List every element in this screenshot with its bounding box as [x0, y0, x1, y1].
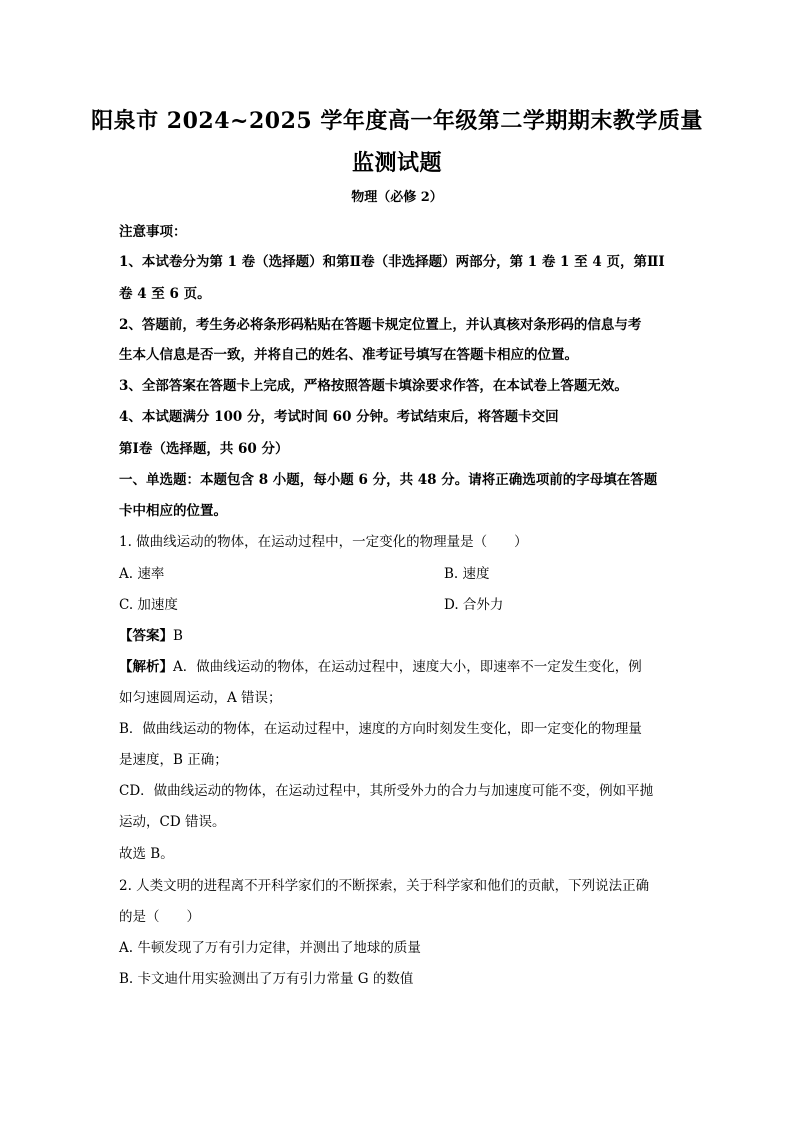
notes-heading: 注意事项： — [119, 224, 187, 240]
exam-subtitle: 物理（必修 2） — [351, 190, 443, 205]
q1-analysis-line-7: 故选 B。 — [119, 846, 174, 862]
notes-line-4: 生本人信息是否一致，并将自己的姓名、准考证号填写在答题卡相应的位置。 — [119, 347, 578, 363]
notes-line-2: 卷 4 至 6 页。 — [119, 286, 211, 302]
q2-option-a: A. 牛顿发现了万有引力定律，并测出了地球的质量 — [119, 940, 421, 956]
answer-tag: 【答案】 — [119, 628, 173, 644]
q1-option-a: A. 速率 — [119, 566, 165, 582]
q1-answer — [119, 624, 183, 644]
notes-line-3: 2、答题前，考生务必将条形码粘贴在答题卡规定位置上，并认真核对条形码的信息与考 — [119, 317, 642, 333]
q1-analysis-line-2: 如匀速圆周运动，A 错误； — [119, 690, 282, 706]
notes-line-6: 4、本试题满分 100 分，考试时间 60 分钟。考试结束后，将答题卡交回 — [119, 409, 559, 425]
q1-option-c: C. 加速度 — [119, 597, 178, 613]
q1-analysis-line-6: 运动，CD 错误。 — [119, 814, 226, 830]
q1-analysis-line-3: B．做曲线运动的物体，在运动过程中，速度的方向时刻发生变化，即一定变化的物理量 — [119, 721, 642, 737]
q1-analysis-line-4: 是速度，B 正确； — [119, 752, 228, 768]
q2-stem-line-1: 2. 人类文明的进程离不开科学家们的不断探索，关于科学家和他们的贡献，下列说法正确 — [119, 878, 650, 894]
notes-line-1: 1、本试卷分为第 1 卷（选择题）和第Ⅱ卷（非选择题）两部分，第 1 卷 1 至 4 页，第ⅡI — [119, 254, 665, 270]
exam-title-line-2: 监测试题 — [351, 150, 442, 176]
exam-title-line-1: 阳泉市 2024~2025 学年度高一年级第二学期期末教学质量 — [91, 108, 703, 134]
q1-analysis-line-5: CD．做曲线运动的物体，在运动过程中，其所受外力的合力与加速度可能不变，例如平抛 — [119, 783, 654, 799]
part-instruction-line-1: 一、单选题：本题包含 8 小题，每小题 6 分，共 48 分。请将正确选项前的字母填在答题 — [119, 472, 658, 488]
q1-option-b: B. 速度 — [444, 566, 490, 582]
q1-analysis-line-1 — [119, 655, 642, 675]
notes-line-5: 3、全部答案在答题卡上完成，严格按照答题卡填涂要求作答，在本试卷上答题无效。 — [119, 378, 628, 394]
q2-option-b: B. 卡文迪什用实验测出了万有引力常量 G 的数值 — [119, 971, 414, 987]
q2-stem-line-2: 的是（ ） — [119, 909, 200, 925]
analysis-tag: 【解析】 — [119, 659, 173, 675]
q1-stem: 1. 做曲线运动的物体，在运动过程中，一定变化的物理量是（ ） — [119, 534, 528, 550]
analysis-text: A．做曲线运动的物体，在运动过程中，速度大小，即速率不一定发生变化，例 — [173, 659, 642, 675]
part-instruction-line-2: 卡中相应的位置。 — [119, 503, 227, 519]
answer-value: B — [173, 628, 183, 644]
section-heading: 第Ⅰ卷（选择题，共 60 分） — [119, 441, 289, 457]
q1-option-d: D. 合外力 — [444, 597, 504, 613]
